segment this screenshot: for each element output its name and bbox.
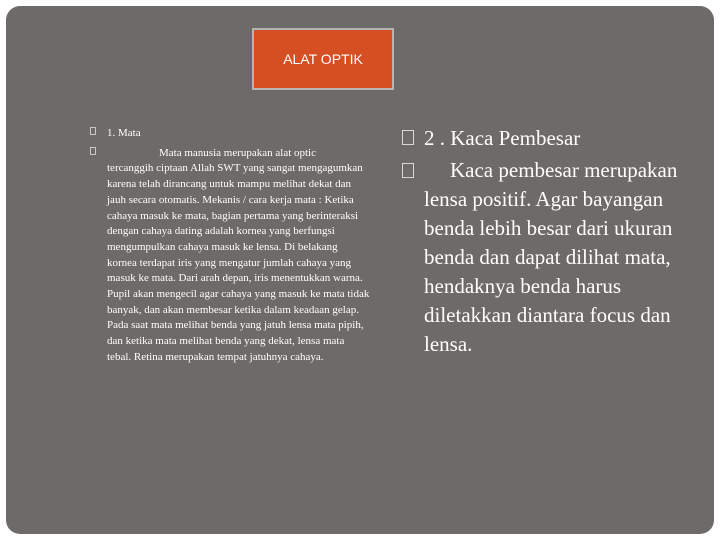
right-body-text: Kaca pembesar merupakan lensa positif. Agar bayangan benda lebih besar dari ukuran benda dan dapat dilihat mata, hendaknya benda harus diletakkan diantara focus dan lensa. <box>424 158 678 356</box>
right-heading-row <box>400 124 690 152</box>
right-column <box>400 124 690 359</box>
bullet-box-icon <box>402 130 414 145</box>
left-body-first-line: Mata manusia merupakan alat optic <box>159 146 316 159</box>
left-body-row <box>90 146 370 366</box>
right-heading: 2 . Kaca Pembesar <box>424 126 581 150</box>
bullet-box-icon <box>402 163 414 178</box>
right-body-row <box>400 156 690 359</box>
bullet-box-icon <box>90 127 96 135</box>
title-box <box>252 28 394 90</box>
slide-title: ALAT OPTIK <box>283 51 363 67</box>
left-heading-row <box>90 126 370 142</box>
slide-background <box>6 6 714 534</box>
left-column <box>90 118 370 366</box>
left-body-text: tercanggih ciptaan Allah SWT yang sangat mengagumkan karena telah dirancang untuk mampu melihat dekat dan jauh secara otomatis. Mekanis / cara kerja mata : Ketika cahaya masuk ke mata, bagian pertama yang berinteraksi dengan cahaya dating adalah kornea yang berfungsi mengumpulkan cahaya masuk ke lensa. Di belakang kornea terdapat iris yang mengatur jumlah cahaya yang masuk ke mata. Dari arah depan, iris menentukkan warna. Pupil akan mengecil agar cahaya yang masuk ke mata tidak banyak, dan akan membesar ketika dalam keadaan gelap. Pada saat mata melihat benda yang jatuh lensa mata pipih, dan ketika mata melihat benda yang dekat, lensa mata tebal. Retina merupakan tempat jatuhnya cahaya. <box>107 162 370 363</box>
bullet-box-icon <box>90 147 96 155</box>
left-heading: 1. Mata <box>107 127 141 139</box>
